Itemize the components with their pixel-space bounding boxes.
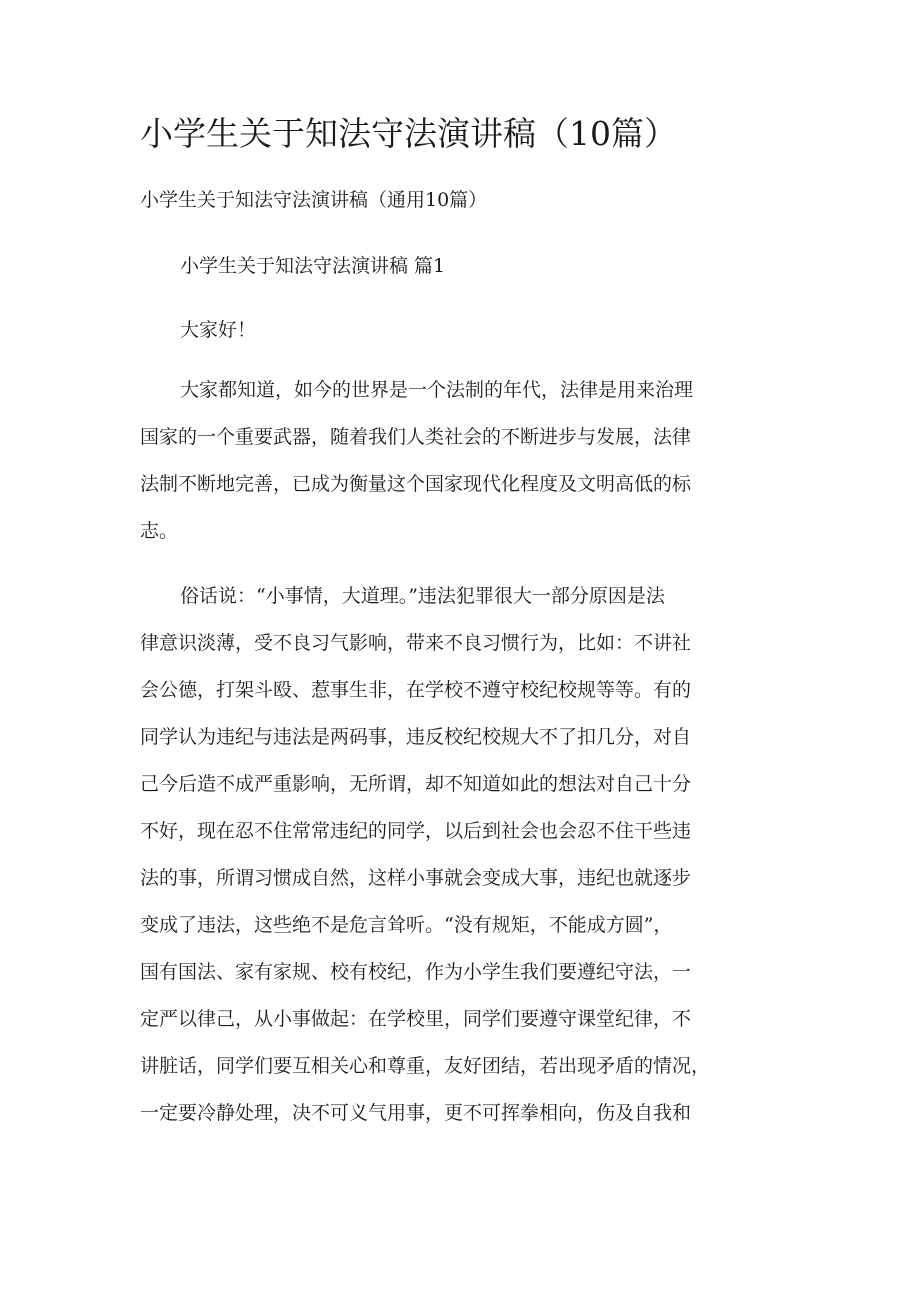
paragraph-line: 律意识淡薄，受不良习气影响，带来不良习惯行为，比如：不讲社 [140, 632, 692, 654]
paragraph-line: 己今后造不成严重影响，无所谓，却不知道如此的想法对自己十分 [140, 773, 692, 795]
paragraph-line: 志。 [140, 520, 179, 542]
document-subtitle: 小学生关于知法守法演讲稿（通用10篇） [140, 189, 488, 211]
paragraph-line: 国家的一个重要武器，随着我们人类社会的不断进步与发展，法律 [140, 426, 692, 448]
paragraph-line: 讲脏话，同学们要互相关心和尊重，友好团结，若出现矛盾的情况， [140, 1055, 711, 1077]
paragraph-line: 不好，现在忍不住常常违纪的同学，以后到社会也会忍不住干些违 [140, 820, 692, 842]
greeting-line: 大家好！ [180, 319, 257, 341]
paragraph-line: 会公德，打架斗殴、惹事生非，在学校不遵守校纪校规等等。有的 [140, 679, 692, 701]
paragraph-1 [140, 376, 800, 564]
paragraph-2 [140, 582, 800, 1146]
paragraph-line: 同学认为违纪与违法是两码事，违反校纪校规大不了扣几分，对自 [140, 726, 692, 748]
paragraph-line: 法制不断地完善，已成为衡量这个国家现代化程度及文明高低的标 [140, 473, 692, 495]
paragraph-line: 俗话说：“小事情，大道理。”违法犯罪很大一部分原因是法 [180, 585, 665, 607]
document-title: 小学生关于知法守法演讲稿（10篇） [140, 114, 677, 153]
paragraph-line: 变成了违法，这些绝不是危言耸听。“没有规矩，不能成方圆”， [140, 914, 673, 936]
paragraph-line: 法的事，所谓习惯成自然，这样小事就会变成大事，违纪也就逐步 [140, 867, 692, 889]
paragraph-line: 大家都知道，如今的世界是一个法制的年代，法律是用来治理 [180, 379, 694, 401]
paragraph-line: 一定要冷静处理，决不可义气用事，更不可挥拳相向，伤及自我和 [140, 1102, 692, 1124]
paragraph-line: 定严以律己，从小事做起：在学校里，同学们要遵守课堂纪律，不 [140, 1008, 692, 1030]
section-heading: 小学生关于知法守法演讲稿 篇1 [180, 255, 446, 277]
paragraph-line: 国有国法、家有家规、校有校纪，作为小学生我们要遵纪守法，一 [140, 961, 692, 983]
